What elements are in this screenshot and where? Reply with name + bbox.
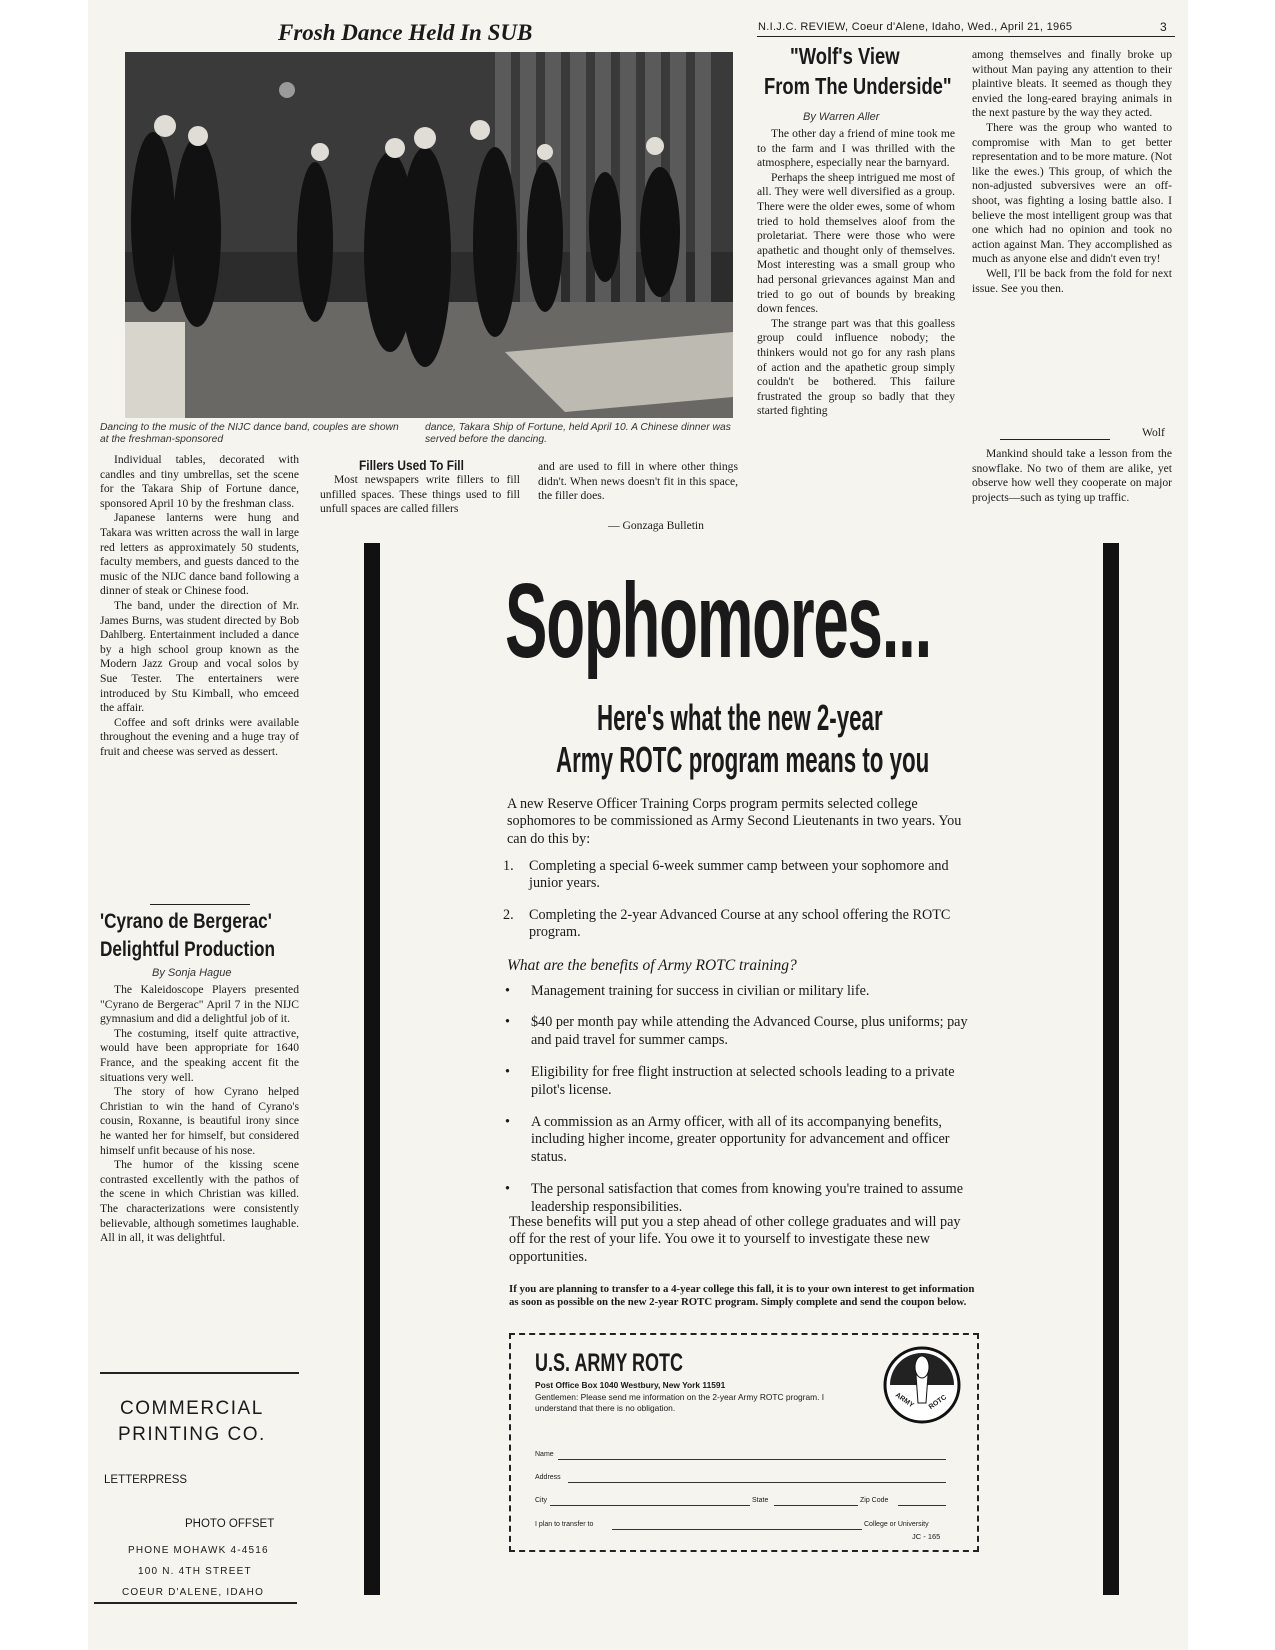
rotc-headline: Sophomores... xyxy=(505,562,932,680)
seal-text-right: ROTC xyxy=(927,1393,949,1412)
wolf-paragraph: There was the group who wanted to compromise with Man to get better representation and to be more mature. (Not like the ewes.) This group, of which the non-adjusted subversives were an off-shoot, was fighting a losing battle also. I believe the most intelligent group was that one which had no opinion and took no action against Man. They accomplished as much as anyone else and didn't even try! xyxy=(972,120,1172,266)
bullet-icon: • xyxy=(505,1114,510,1131)
bullet-icon: • xyxy=(505,1181,510,1198)
rotc-subhead-2: Army ROTC program means to you xyxy=(556,739,930,780)
frosh-paragraph: Coffee and soft drinks were available throughout the evening and a huge tray of fruit and cheese was served as dessert. xyxy=(100,715,299,758)
photo-caption-left: Dancing to the music of the NIJC dance band, couples are shown at the freshman-sponsored xyxy=(100,422,399,445)
wolf-column-2 xyxy=(972,48,1172,296)
fillers-text-right xyxy=(538,460,738,504)
frosh-story xyxy=(100,453,299,759)
rotc-step-number: 1. xyxy=(503,858,514,874)
coupon-address: Post Office Box 1040 Westbury, New York 11591 xyxy=(535,1380,726,1390)
wolf-paragraph: Mankind should take a lesson from the snowflake. No two of them are alike, yet observe how well they cooperate on major projects—such as tying up traffic. xyxy=(972,447,1172,504)
frosh-paragraph: Individual tables, decorated with candles and tiny umbrellas, set the scene for the Takara Ship of Fortune dance, sponsored April 10 by the freshman class. xyxy=(100,453,299,510)
coupon-state-field[interactable] xyxy=(774,1505,858,1506)
fillers-text-left xyxy=(320,473,520,517)
rotc-benefit xyxy=(505,1064,980,1099)
cyrano-story xyxy=(100,983,299,1246)
wolf-paragraph: among themselves and finally broke up without Man paying any attention to their plaintive bleats. It seemed as though they envied the long-eared braying animals in the next pasture by the way they acted. xyxy=(972,48,1172,120)
rotc-benefit xyxy=(505,1114,980,1166)
coupon-name-field[interactable] xyxy=(558,1459,946,1460)
bullet-icon: • xyxy=(505,983,510,999)
rotc-benefit xyxy=(505,1181,980,1216)
rotc-benefit-text: A commission as an Army officer, with all of its accompanying benefits, including higher income, greater opportunity for advancement and officer status. xyxy=(531,1114,950,1165)
printing-service-2: PHOTO OFFSET xyxy=(185,1518,275,1530)
wolf-column-1 xyxy=(757,127,955,419)
frosh-paragraph: Japanese lanterns were hung and Takara was written across the wall in large red letters as approximately 50 students, faculty members, and guests danced to the music of the NIJC dance band following a dinner of steak or Chinese food. xyxy=(100,511,299,598)
rotc-step xyxy=(503,858,978,893)
page-number: 3 xyxy=(1160,20,1167,34)
rotc-benefit-text: The personal satisfaction that comes from knowing you're trained to assume leadership responsibilities. xyxy=(531,1181,964,1215)
army-rotc-seal-graphic xyxy=(882,1345,962,1425)
coupon-code: JC - 165 xyxy=(912,1532,941,1541)
rotc-benefits xyxy=(505,983,980,1232)
coupon-title: U.S. ARMY ROTC xyxy=(535,1349,684,1377)
fillers-source: — Gonzaga Bulletin xyxy=(608,519,704,532)
rotc-benefit-text: $40 per month pay while attending the Advanced Course, plus uniforms; pay and paid travel for summer camps. xyxy=(531,1014,968,1048)
frosh-paragraph: The band, under the direction of Mr. James Burns, was student directed by Bob Dahlberg. Entertainment included a dance by a high school group known as the Modern Jazz Group and vocal solos by Sue Tester. The entertainers were introduced by Stu Kimball, who emceed the affair. xyxy=(100,598,299,715)
wolf-headline-1: "Wolf's View xyxy=(790,43,900,69)
wolf-signature: Wolf xyxy=(1142,426,1165,439)
dance-photo-illustration xyxy=(125,52,733,418)
wolf-closing xyxy=(972,447,1172,505)
masthead-rule xyxy=(757,36,1175,37)
wolf-signature-rule xyxy=(1000,439,1110,440)
printing-city: COEUR D'ALENE, IDAHO xyxy=(122,1587,265,1598)
rotc-benefits-heading: What are the benefits of Army ROTC training? xyxy=(507,957,797,974)
coupon-transfer-field[interactable] xyxy=(612,1529,862,1530)
printing-name-2: PRINTING CO. xyxy=(118,1424,266,1445)
column-divider xyxy=(100,1372,299,1374)
coupon-label-college: College or University xyxy=(864,1521,929,1528)
bullet-icon: • xyxy=(505,1064,510,1081)
masthead-line: N.I.J.C. REVIEW, Coeur d'Alene, Idaho, Wed., April 21, 1965 xyxy=(758,21,1073,33)
wolf-headline-2: From The Underside" xyxy=(764,73,952,99)
coupon-zip-field[interactable] xyxy=(898,1505,946,1506)
wolf-paragraph: Well, I'll be back from the fold for next issue. See you then. xyxy=(972,266,1172,295)
column-divider xyxy=(150,904,250,905)
coupon-label-city: City xyxy=(535,1497,548,1504)
coupon-label-state: State xyxy=(752,1497,769,1504)
fillers-paragraph: Most newspapers write fillers to fill unfilled spaces. These things used to fill unfull spaces are called fillers xyxy=(320,473,520,516)
coupon-label-transfer: I plan to transfer to xyxy=(535,1521,594,1528)
wolf-paragraph: The other day a friend of mine took me to the farm and I was thrilled with the atmosphere, especially near the barnyard. xyxy=(757,127,955,170)
coupon-label-zip: Zip Code xyxy=(860,1497,889,1504)
cyrano-paragraph: The costuming, itself quite attractive, would have been appropriate for 1640 France, and the speaking accent fit the situations very well. xyxy=(100,1026,299,1084)
rotc-steps xyxy=(503,858,978,958)
rotc-benefit-text: Management training for success in civilian or military life. xyxy=(531,983,870,999)
photo-caption-right: dance, Takara Ship of Fortune, held April 10. A Chinese dinner was served before the dancing. xyxy=(425,422,731,445)
bullet-icon: • xyxy=(505,1014,510,1031)
ad-left-bar xyxy=(364,543,380,1595)
fillers-headline: Fillers Used To Fill xyxy=(359,457,464,473)
rotc-transfer-note: If you are planning to transfer to a 4-year college this fall, it is to your own interest to get information as soon as possible on the new 2-year ROTC program. Simply complete and send the coupon below. xyxy=(509,1283,975,1308)
rotc-step-text: Completing a special 6-week summer camp between your sophomore and junior years. xyxy=(529,858,949,892)
wolf-byline: By Warren Aller xyxy=(803,111,880,123)
rotc-intro: A new Reserve Officer Training Corps program permits selected college sophomores to be commissioned as Army Second Lieutenants in two years. You can do this by: xyxy=(507,796,962,847)
coupon-city-field[interactable] xyxy=(550,1505,750,1506)
printing-name-1: COMMERCIAL xyxy=(120,1398,264,1419)
fillers-paragraph: and are used to fill in where other things didn't. When news doesn't fit in this space, the filler does. xyxy=(538,460,738,503)
printing-address: 100 N. 4TH STREET xyxy=(138,1566,252,1577)
cyrano-paragraph: The story of how Cyrano helped Christian to win the hand of Cyrano's cousin, Roxanne, is beautiful irony since he wanted her for himself, but considered himself unfit because of his nose. xyxy=(100,1085,299,1157)
rotc-benefit xyxy=(505,983,980,1000)
rotc-benefit xyxy=(505,1014,980,1049)
rotc-step-number: 2. xyxy=(503,906,514,923)
coupon-address-field[interactable] xyxy=(568,1482,946,1483)
army-rotc-seal-icon xyxy=(882,1345,962,1425)
rotc-step-text: Completing the 2-year Advanced Course at any school offering the ROTC program. xyxy=(529,906,951,941)
cyrano-headline-2: Delightful Production xyxy=(100,938,276,961)
printing-service-1: LETTERPRESS xyxy=(104,1474,188,1486)
ad-right-bar xyxy=(1103,543,1119,1595)
wolf-paragraph: The strange part was that this goalless group could influence nobody; the thinkers would not go for any rash plans of action and the apathetic group simply couldn't be bothered. This failure frustrated the group so badly that they started fighting xyxy=(757,316,955,418)
rotc-closing: These benefits will put you a step ahead of other college graduates and will pay off for the rest of your life. You owe it to yourself to investigate these new opportunities. xyxy=(509,1214,961,1265)
coupon-note: Gentlemen: Please send me information on the 2-year Army ROTC program. I understand that there is no obligation. xyxy=(535,1392,825,1413)
rotc-step xyxy=(503,907,978,942)
frosh-headline: Frosh Dance Held In SUB xyxy=(278,20,533,45)
printing-bottom-rule xyxy=(94,1602,297,1604)
cyrano-paragraph: The Kaleidoscope Players presented "Cyrano de Bergerac" April 7 in the NIJC gymnasium and did a delightful job of it. xyxy=(100,983,299,1026)
rotc-subhead-1: Here's what the new 2-year xyxy=(597,697,883,738)
dance-photo xyxy=(125,52,733,418)
coupon-label-address: Address xyxy=(535,1474,561,1481)
cyrano-headline-1: 'Cyrano de Bergerac' xyxy=(100,910,272,933)
seal-text-left: ARMY xyxy=(893,1391,915,1410)
cyrano-paragraph: The humor of the kissing scene contrasted excellently with the pathos of the scene in which Christian was killed. The characterizations were consistently believable, although sometimes laughable. All in all, it was delightful. xyxy=(100,1158,299,1245)
cyrano-byline: By Sonja Hague xyxy=(152,967,232,979)
printing-phone: PHONE MOHAWK 4-4516 xyxy=(128,1545,269,1556)
wolf-paragraph: Perhaps the sheep intrigued me most of all. They were well diversified as a group. There were the older ewes, some of whom tried to hold themselves aloof from the proletariat. There were those who were apathetic and thought only of themselves. Most interesting was a small group who had personal grievances against Man and tried to go out of bounds by breaking down fences. xyxy=(757,170,955,316)
rotc-benefit-text: Eligibility for free flight instruction at selected schools leading to a private pilot's license. xyxy=(531,1064,955,1098)
coupon-label-name: Name xyxy=(535,1451,554,1458)
